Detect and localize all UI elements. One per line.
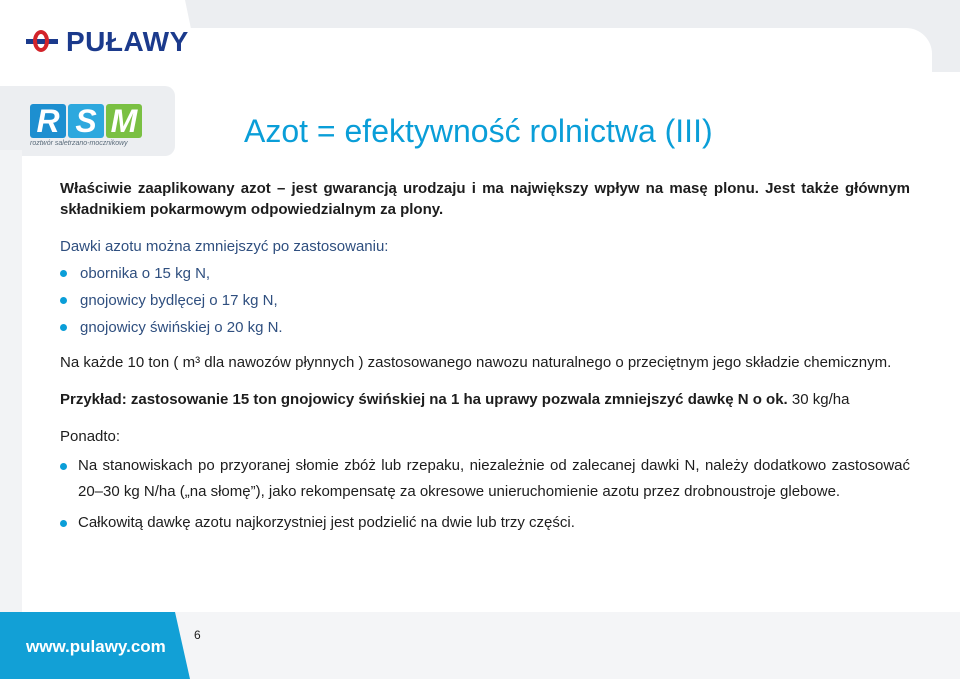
bullet-icon — [60, 324, 67, 331]
slide-title: Azot = efektywność rolnictwa (III) — [244, 113, 713, 149]
rsm-letter-r: R — [30, 104, 66, 138]
slide-body — [60, 178, 910, 541]
more-list — [60, 453, 910, 536]
rsm-tagline: roztwór saletrzano-mocznikowy — [30, 140, 128, 147]
ponadto-heading: Ponadto: — [60, 428, 121, 445]
left-strip — [0, 150, 22, 630]
rsm-letter-m: M — [106, 104, 142, 138]
rsm-letter-s: S — [68, 104, 104, 138]
dose-list — [60, 263, 910, 338]
per-ton-paragraph: Na każde 10 ton ( m³ dla nawozów płynnych ) zastosowanego nawozu naturalnego o przeciętnym jego składzie chemicznym. — [60, 354, 892, 371]
dose-intro: Dawki azotu można zmniejszyć po zastosowaniu: — [60, 238, 389, 255]
bullet-icon — [60, 270, 67, 277]
list-item: Na stanowiskach po przyoranej słomie zbóż lub rzepaku, niezależnie od zalecanej dawki N, należy dodatkowo zastosować 20–30 kg N/ha („na słomę”), jako rekompensatę za okresowe unieruchomienie azotu przez drobnoustroje glebowe. — [60, 453, 910, 505]
example-paragraph — [60, 389, 910, 410]
example-bold: Przykład: zastosowanie 15 ton gnojowicy świńskiej na 1 ha uprawy pozwala zmniejszyć dawkę N o ok. — [60, 391, 788, 408]
footer-url-link[interactable]: www.pulawy.com — [26, 637, 166, 656]
company-name: PUŁAWY — [66, 26, 189, 57]
bullet-icon — [60, 297, 67, 304]
bullet-icon — [60, 520, 67, 527]
list-item: obornika o 15 kg N, — [60, 263, 910, 284]
page-number: 6 — [194, 628, 201, 642]
list-item: Całkowitą dawkę azotu najkorzystniej jest podzielić na dwie lub trzy części. — [60, 510, 910, 536]
pulawy-symbol-icon — [26, 30, 62, 54]
intro-paragraph: Właściwie zaaplikowany azot – jest gwarancją urodzaju i ma największy wpływ na masę plonu. Jest także głównym składnikiem pokarmowym odpowiedzialnym za plony. — [60, 180, 910, 218]
rsm-logo — [30, 104, 144, 147]
example-tail: 30 kg/ha — [787, 391, 850, 408]
bottom-panel — [175, 612, 960, 679]
pulawy-logo — [26, 28, 189, 56]
bullet-icon — [60, 463, 67, 470]
list-item: gnojowicy świńskiej o 20 kg N. — [60, 317, 910, 338]
list-item: gnojowicy bydlęcej o 17 kg N, — [60, 290, 910, 311]
